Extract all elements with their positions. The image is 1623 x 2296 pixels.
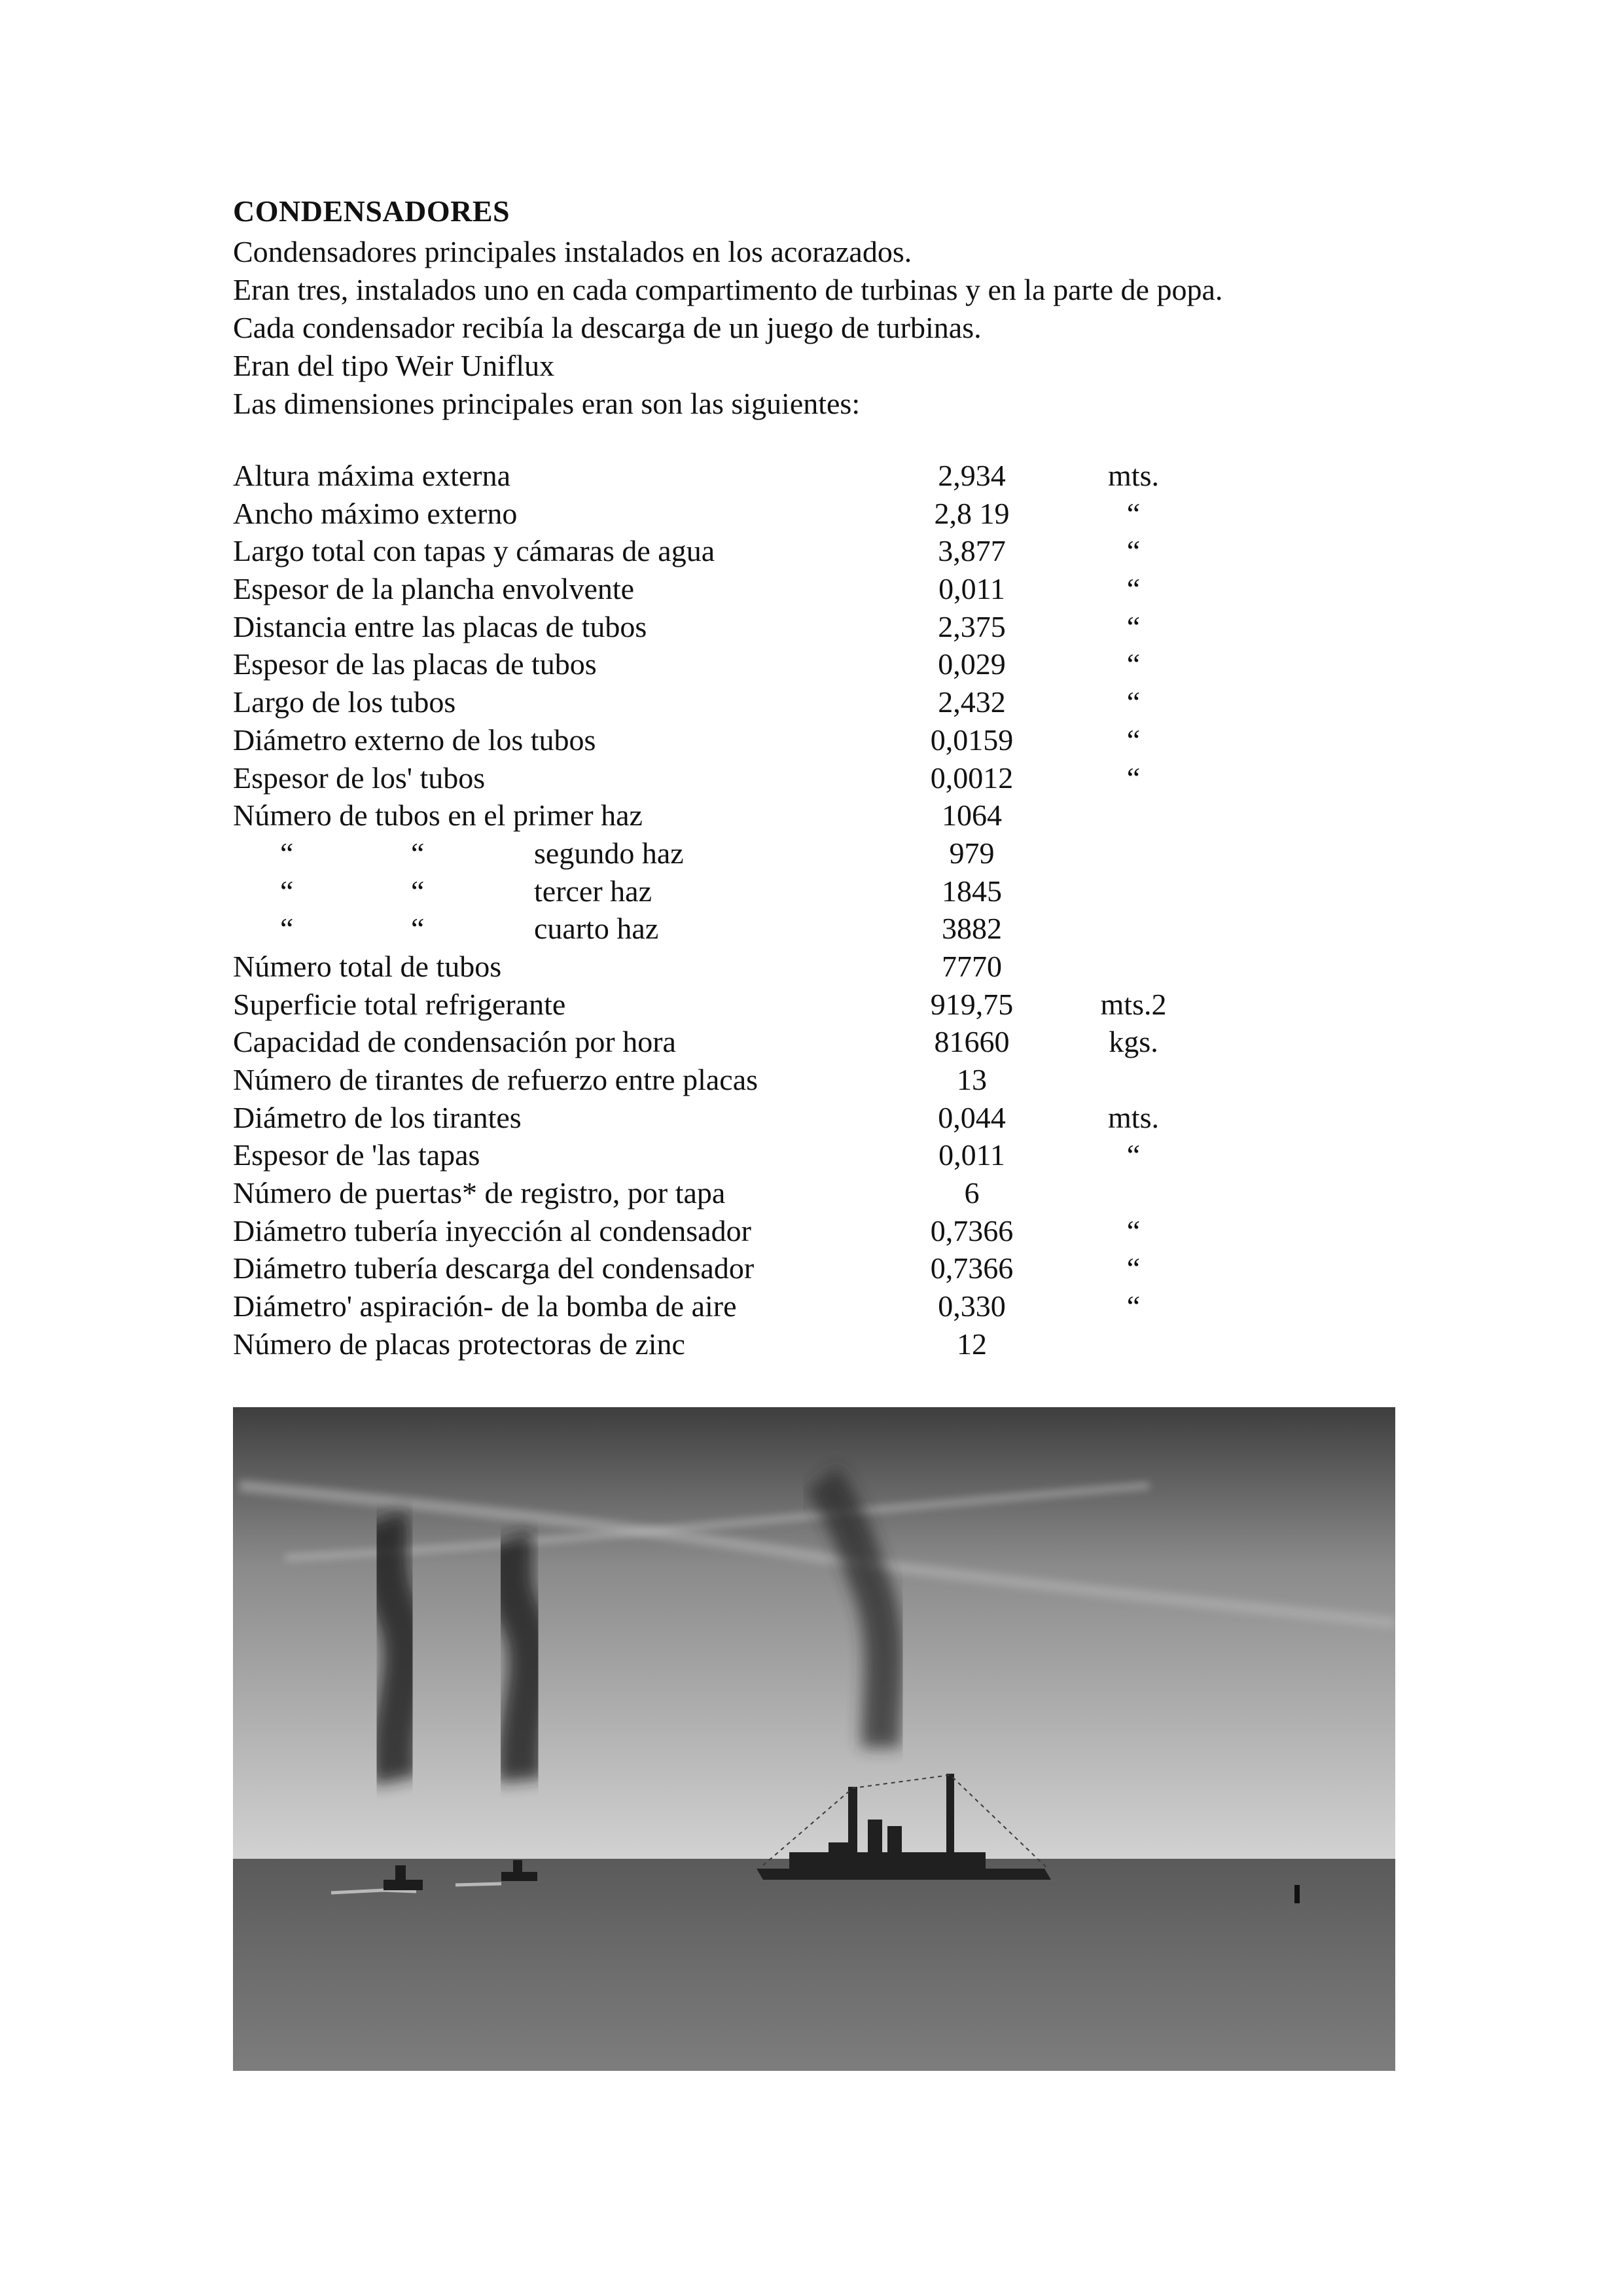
spec-sublabel: tercer haz <box>534 874 652 908</box>
spec-unit: mts. <box>1108 1100 1159 1134</box>
spec-unit: “ <box>1126 723 1141 757</box>
spec-unit: “ <box>1126 1289 1141 1323</box>
spec-row <box>233 571 1215 609</box>
intro-line: Condensadores principales instalados en los acorazados. <box>233 235 912 268</box>
spec-label: Distancia entre las placas de tubos <box>233 609 647 643</box>
spec-label: Altura máxima externa <box>233 459 511 492</box>
spec-label: Número de placas protectoras de zinc <box>233 1327 685 1361</box>
spec-label: Diámetro de los tirantes <box>233 1100 522 1134</box>
spec-unit: kgs. <box>1109 1025 1158 1059</box>
spec-unit: “ <box>1126 1251 1141 1285</box>
spec-unit: “ <box>1126 534 1141 568</box>
spec-unit: mts.2 <box>1100 987 1167 1021</box>
spec-unit: “ <box>1126 685 1141 719</box>
spec-row <box>233 1213 1215 1251</box>
smoke-plume <box>383 1518 406 1780</box>
spec-value: 1064 <box>942 798 1002 833</box>
spec-unit: “ <box>1126 1138 1141 1172</box>
ditto-mark: “ <box>280 912 294 946</box>
smoke-plume <box>508 1538 531 1780</box>
spec-value: 2,8 19 <box>934 496 1010 530</box>
spec-value: 3882 <box>942 912 1002 946</box>
spec-label: Número total de tubos <box>233 949 502 983</box>
spec-value: 1845 <box>942 874 1002 908</box>
intro-line: Eran tres, instalados uno en cada compartimento de turbinas y en la parte de popa. <box>233 273 1223 306</box>
spec-row <box>233 836 1215 874</box>
spec-label: Ancho máximo externo <box>233 496 518 530</box>
ditto-mark: “ <box>411 874 425 908</box>
spec-value: 979 <box>949 836 995 870</box>
spec-value: 2,375 <box>938 609 1006 643</box>
spec-value: 2,432 <box>938 685 1006 719</box>
intro-line: Cada condensador recibía la descarga de un juego de turbinas. <box>233 311 982 344</box>
spec-label: Espesor de las placas de tubos <box>233 647 597 681</box>
spec-unit: “ <box>1126 609 1141 643</box>
spec-row <box>233 496 1215 534</box>
spec-row <box>233 533 1215 571</box>
intro-paragraph <box>233 233 1222 423</box>
ditto-mark: “ <box>411 912 425 946</box>
spec-unit: “ <box>1126 647 1141 681</box>
spec-label: Diámetro' aspiración- de la bomba de aire <box>233 1289 737 1323</box>
spec-value: 81660 <box>934 1025 1010 1059</box>
spec-label: Número de puertas* de registro, por tapa <box>233 1176 726 1210</box>
spec-label: Número de tirantes de refuerzo entre placas <box>233 1063 758 1096</box>
spec-value: 0,044 <box>938 1100 1006 1134</box>
spec-sublabel: cuarto haz <box>534 912 659 946</box>
intro-line: Las dimensiones principales eran son las siguientes: <box>233 387 861 420</box>
warship-photograph <box>233 1407 1395 2071</box>
spec-row <box>233 1062 1215 1100</box>
intro-line: Eran del tipo Weir Uniflux <box>233 349 555 382</box>
spec-unit: “ <box>1126 572 1141 606</box>
spec-value: 0,7366 <box>930 1251 1014 1285</box>
spec-label: Largo de los tubos <box>233 685 456 719</box>
spec-row <box>233 761 1215 798</box>
spec-unit: “ <box>1126 1213 1141 1247</box>
spec-row <box>233 1024 1215 1062</box>
spec-row <box>233 987 1215 1025</box>
spec-row <box>233 1138 1215 1175</box>
spec-row <box>233 1175 1215 1213</box>
wake <box>455 1884 501 1885</box>
spec-label: Diámetro tubería inyección al condensador <box>233 1213 751 1247</box>
spec-value: 0,029 <box>938 647 1006 681</box>
spec-value: 7770 <box>942 949 1002 983</box>
spec-unit: “ <box>1126 761 1141 795</box>
spec-unit: mts. <box>1108 459 1159 492</box>
spec-value: 3,877 <box>938 534 1006 568</box>
spec-row <box>233 647 1215 685</box>
spec-value: 0,011 <box>938 572 1005 606</box>
spec-label: Largo total con tapas y cámaras de agua <box>233 534 715 568</box>
ditto-mark: “ <box>411 836 425 870</box>
dimensions-table <box>233 458 1215 1365</box>
spec-value: 13 <box>957 1063 987 1096</box>
spec-value: 2,934 <box>938 459 1006 492</box>
spec-label: Número de tubos en el primer haz <box>233 798 643 833</box>
spec-value: 0,0012 <box>930 761 1014 795</box>
spec-label: Superficie total refrigerante <box>233 987 566 1021</box>
spec-value: 0,011 <box>938 1138 1005 1172</box>
spec-row <box>233 1327 1215 1365</box>
spec-value: 6 <box>964 1176 980 1210</box>
ditto-mark: “ <box>280 874 294 908</box>
spec-row <box>233 1100 1215 1138</box>
spec-sublabel: segundo haz <box>534 836 684 870</box>
spec-row <box>233 609 1215 647</box>
spec-label: Diámetro tubería descarga del condensador <box>233 1251 755 1285</box>
spec-row <box>233 911 1215 949</box>
spec-label: Espesor de los' tubos <box>233 761 486 795</box>
spec-row <box>233 949 1215 987</box>
spec-row <box>233 1251 1215 1289</box>
warship-photo-image <box>233 1407 1395 2071</box>
spec-row <box>233 798 1215 836</box>
spec-label: Espesor de 'las tapas <box>233 1138 480 1172</box>
spec-row <box>233 874 1215 912</box>
spec-value: 0,7366 <box>930 1213 1014 1247</box>
buoy <box>1294 1885 1300 1903</box>
spec-value: 919,75 <box>930 987 1014 1021</box>
spec-row <box>233 685 1215 723</box>
spec-value: 0,330 <box>938 1289 1006 1323</box>
spec-row <box>233 1289 1215 1327</box>
ditto-mark: “ <box>280 836 294 870</box>
spec-value: 12 <box>957 1327 987 1361</box>
spec-label: Espesor de la plancha envolvente <box>233 572 635 606</box>
spec-label: Capacidad de condensación por hora <box>233 1025 676 1059</box>
spec-row <box>233 458 1215 496</box>
spec-label: Diámetro externo de los tubos <box>233 723 596 757</box>
spec-row <box>233 723 1215 761</box>
spec-unit: “ <box>1126 496 1141 530</box>
spec-value: 0,0159 <box>930 723 1014 757</box>
section-heading: CONDENSADORES <box>233 194 510 228</box>
